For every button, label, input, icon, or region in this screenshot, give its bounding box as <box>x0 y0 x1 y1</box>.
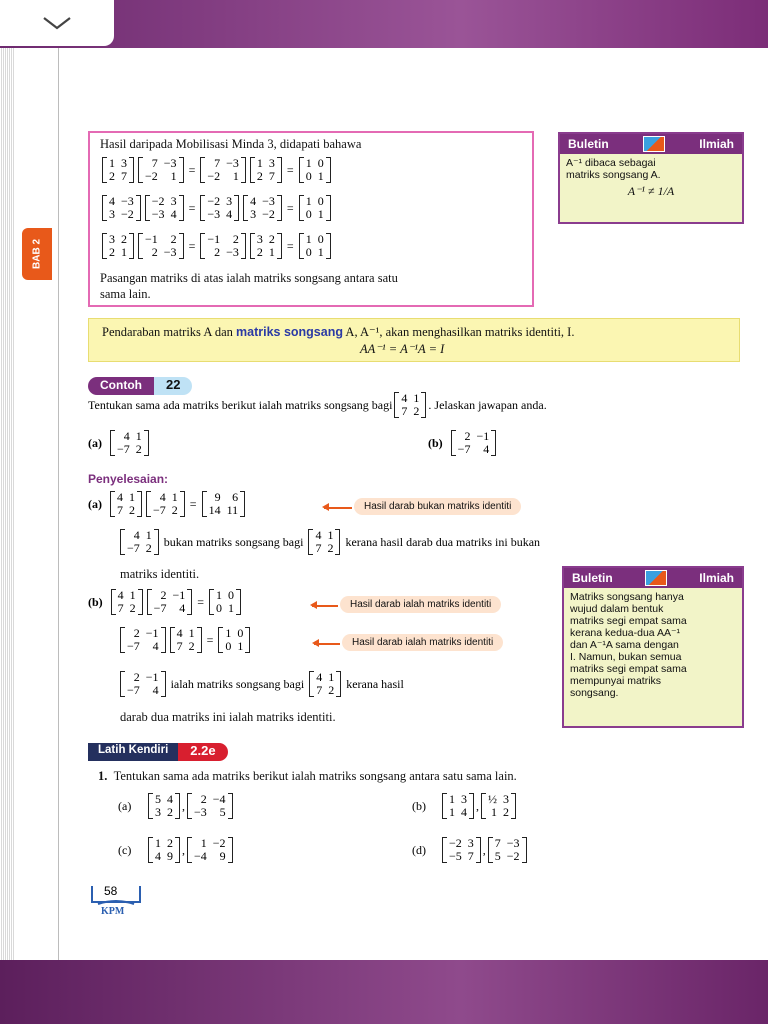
solution-b-text-end: darab dua matriks ini ialah matriks identiti. <box>120 710 336 724</box>
matrix: 4 1 7 2 <box>309 671 341 697</box>
matrix-equation-row: 1 3 2 7 7 −3 −2 1 = 7 −3 −2 1 1 3 2 7 = 1 0 0 1 <box>100 157 333 183</box>
solution-a-equation: (a) 4 1 7 2 4 1 −7 2 = 9 6 14 11 <box>88 491 247 517</box>
exercise-item: (d) −2 3 −5 7 , 7 −3 5 −2 <box>412 837 529 863</box>
computer-icon <box>643 136 665 152</box>
margin-line <box>58 48 59 960</box>
buletin-line: matriks segi empat sama <box>570 615 687 627</box>
computer-icon <box>645 570 667 586</box>
contoh-option-a: (a) 4 1 −7 2 <box>88 430 151 456</box>
mobilisasi-intro: Hasil daripada Mobilisasi Minda 3, didapati bahawa <box>100 137 362 151</box>
note-bubble: Hasil darab ialah matriks identiti <box>342 634 503 651</box>
matrix-equation-row: 4 −3 3 −2 −2 3 −3 4 = −2 3 −3 4 4 −3 3 −2 = 1 0 0 1 <box>100 195 333 221</box>
solution-a-text-end: matriks identiti. <box>120 567 200 581</box>
matrix: 4 1 7 2 <box>394 392 426 418</box>
buletin-title-right: Ilmiah <box>699 571 734 585</box>
buletin-line: dan A⁻¹A sama dengan <box>570 639 679 651</box>
collapse-toolbar-button[interactable] <box>0 0 114 46</box>
matrix: 4 1 7 2 <box>111 589 143 615</box>
buletin-line: songsang. <box>570 687 619 699</box>
solution-a-text: 4 1 −7 2 bukan matriks songsang bagi 4 1 7 2 kerana hasil darab dua matriks ini bukan <box>118 529 540 555</box>
solution-b-text: 2 −1 −7 4 ialah matriks songsang bagi 4 1 7 2 kerana hasil <box>118 671 404 697</box>
viewer-top-bar <box>0 0 768 48</box>
contoh-question: Tentukan sama ada matriks berikut ialah matriks songsang bagi 4 1 7 2 . Jelaskan jawapan anda. <box>88 391 547 418</box>
buletin-line: kerana kedua-dua AA⁻¹ <box>570 627 681 639</box>
matrix: 4 1 7 2 <box>110 491 142 517</box>
arrow-icon <box>312 605 338 607</box>
solution-heading: Penyelesaian: <box>88 472 169 486</box>
matrix: 4 1 7 2 <box>170 627 202 653</box>
buletin-line: mempunyai matriks <box>570 675 662 687</box>
exercise-item: (b) 1 3 1 4 , ½ 3 1 2 <box>412 793 518 819</box>
buletin-title-right: Ilmiah <box>699 137 734 151</box>
solution-b-equation-2: 2 −1 −7 4 4 1 7 2 = 1 0 0 1 <box>118 627 252 653</box>
buletin-ilmiah-box <box>558 132 744 224</box>
note-bubble: Hasil darab bukan matriks identiti <box>354 498 521 515</box>
buletin-line: matriks songsang A. <box>566 169 661 181</box>
exercise-item: (a) 5 4 3 2 , 2 −4 −3 5 <box>118 793 235 819</box>
book-spine <box>0 48 14 960</box>
buletin-line: I. Namun, bukan semua <box>570 651 682 663</box>
matrix: 2 −1 −7 4 <box>147 589 193 615</box>
arrow-icon <box>324 507 352 509</box>
arrow-icon <box>314 643 340 645</box>
viewer-bottom-bar <box>0 960 768 1024</box>
chapter-tab: BAB 2 <box>22 228 52 280</box>
matrix: 2 −1 −7 4 <box>451 430 497 456</box>
definition-line: Pendaraban matriks A dan matriks songsang A, A⁻¹, akan menghasilkan matriks identiti, I. <box>102 325 575 339</box>
latih-question: 1. Tentukan sama ada matriks berikut ialah matriks songsang antara satu sama lain. <box>98 769 517 783</box>
kpm-logo <box>88 882 144 918</box>
definition-formula: AA⁻¹ = A⁻¹A = I <box>360 342 445 356</box>
buletin-line: matriks segi empat sama <box>570 663 687 675</box>
buletin-line: wujud dalam bentuk <box>570 603 664 615</box>
buletin-body <box>564 588 742 702</box>
page-number: 58 <box>104 884 118 898</box>
buletin-ilmiah-box-2 <box>562 566 744 728</box>
matrix: 4 1 −7 2 <box>146 491 185 517</box>
mobilisasi-conclusion-2: sama lain. <box>100 287 151 301</box>
matrix: 4 1 7 2 <box>308 529 340 555</box>
solution-b-equation: (b) 4 1 7 2 2 −1 −7 4 = 1 0 0 1 <box>88 589 243 615</box>
buletin-title: Buletin <box>568 137 609 151</box>
contoh-option-b: (b) 2 −1 −7 4 <box>428 430 498 456</box>
matrix: 4 1 −7 2 <box>110 430 149 456</box>
latih-kendiri-label: Latih Kendiri 2.2e <box>88 743 228 761</box>
matrix: 4 1 −7 2 <box>120 529 159 555</box>
matrix-equation-row: 3 2 2 1 −1 2 2 −3 = −1 2 2 −3 3 2 2 1 = 1 0 0 1 <box>100 233 333 259</box>
matrix: 9 6 14 11 <box>202 491 246 517</box>
contoh-label: Contoh 22 <box>88 377 192 395</box>
matrix: 1 0 0 1 <box>209 589 241 615</box>
buletin-title: Buletin <box>572 571 613 585</box>
publisher: KPM <box>101 906 125 917</box>
chevron-down-icon <box>42 16 72 30</box>
matrix: 2 −1 −7 4 <box>120 627 166 653</box>
buletin-formula: A⁻¹ ≠ 1/A <box>627 184 675 198</box>
matrix: 1 0 0 1 <box>218 627 250 653</box>
matrix: 2 −1 −7 4 <box>120 671 166 697</box>
mobilisasi-conclusion: Pasangan matriks di atas ialah matriks songsang antara satu <box>100 271 398 285</box>
exercise-item: (c) 1 2 4 9 , 1 −2 −4 9 <box>118 837 235 863</box>
buletin-line: A⁻¹ dibaca sebagai <box>566 157 656 169</box>
buletin-line: Matriks songsang hanya <box>570 591 684 603</box>
note-bubble: Hasil darab ialah matriks identiti <box>340 596 501 613</box>
